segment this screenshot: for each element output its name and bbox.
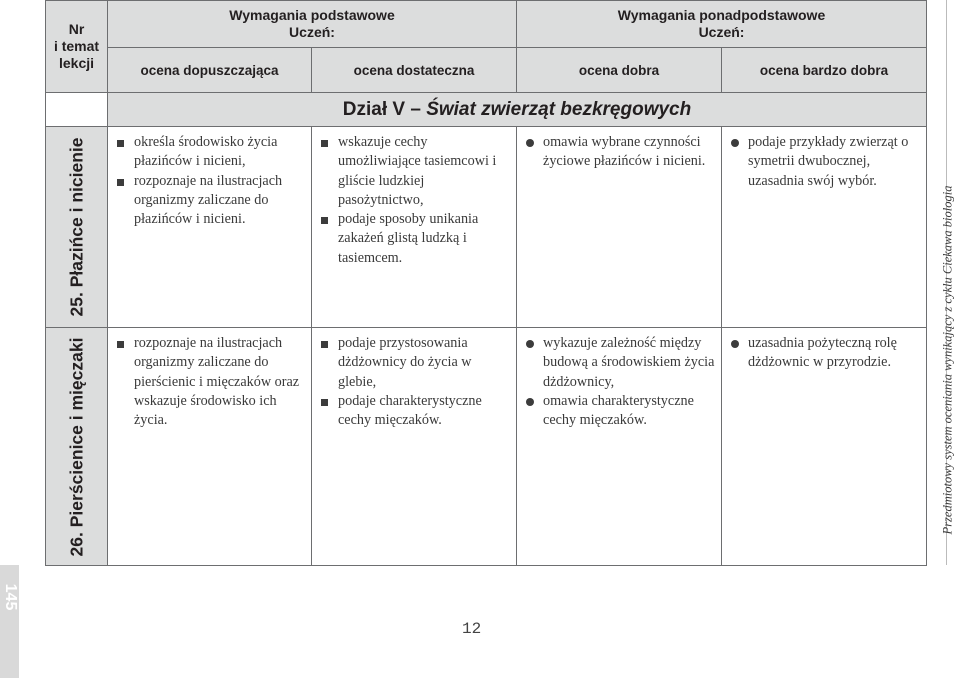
- section-prefix: Dział V –: [342, 98, 427, 120]
- nr-header: [46, 1, 108, 93]
- grade-header-3: ocena dobra: [517, 48, 722, 93]
- topic-26: [46, 328, 108, 566]
- list-item: podaje przykłady zwierząt o symetrii dwubocznej, uzasadnia swój wybór.: [728, 133, 920, 191]
- basic-requirements-header: [108, 1, 517, 48]
- row1-bardzo-dobra: [722, 127, 927, 328]
- nr-header-line2: i temat: [53, 38, 100, 54]
- section-title: [108, 93, 927, 127]
- list-item: określa środowisko życia płazińców i nicieni,: [114, 133, 305, 172]
- nr-header-line1: Nr: [68, 21, 85, 37]
- basic-title: Wymagania podstawowe: [229, 7, 395, 23]
- topic-label: 25. Płazińce i nicienie: [66, 137, 86, 317]
- page-number: 12: [462, 620, 482, 638]
- row2-dobra: [517, 328, 722, 566]
- advanced-subtitle: Uczeń:: [698, 24, 745, 40]
- row1-dostateczna: [312, 127, 517, 328]
- list-item: podaje sposoby unikania zakażeń glistą ludzką i tasiemcem.: [318, 210, 510, 268]
- basic-subtitle: Uczeń:: [289, 24, 335, 40]
- row1-dopuszczajaca: [108, 127, 312, 328]
- section-name: Świat zwierząt bezkręgowych: [426, 98, 692, 120]
- requirements-table: [45, 0, 927, 566]
- row2-bardzo-dobra: [722, 328, 927, 566]
- row1-dobra: [517, 127, 722, 328]
- page-tab-number: 145: [1, 583, 19, 611]
- section-spacer: [46, 93, 108, 127]
- list-item: rozpoznaje na ilustracjach organizmy zaliczane do płazińców i nicieni.: [114, 172, 305, 230]
- nr-header-line3: lekcji: [58, 55, 95, 71]
- grade-header-2: ocena dostateczna: [312, 48, 517, 93]
- list-item: podaje przystosowania dżdżownicy do życia w glebie,: [318, 334, 510, 392]
- row2-dopuszczajaca: [108, 328, 312, 566]
- advanced-requirements-header: [517, 1, 927, 48]
- list-item: omawia charakterystyczne cechy mięczaków.: [523, 392, 715, 431]
- side-note: Przedmiotowy system oceniania wynikający z cyklu Ciekawa biologia: [940, 185, 955, 535]
- page-tab: [0, 565, 19, 678]
- grade-header-1: ocena dopuszczająca: [108, 48, 312, 93]
- topic-label: 26. Pierścienice i mięczaki: [66, 337, 86, 556]
- list-item: wskazuje cechy umożliwiające tasiemcowi i gliście ludzkiej pasożytnictwo,: [318, 133, 510, 210]
- grade-header-4: ocena bardzo dobra: [722, 48, 927, 93]
- advanced-title: Wymagania ponadpodstawowe: [617, 7, 826, 23]
- list-item: wykazuje zależność między budową a środowiskiem życia dżdżownicy,: [523, 334, 715, 392]
- topic-25: [46, 127, 108, 328]
- list-item: omawia wybrane czynności życiowe płazińców i nicieni.: [523, 133, 715, 172]
- list-item: uzasadnia pożyteczną rolę dżdżownic w przyrodzie.: [728, 334, 920, 373]
- list-item: podaje charakterystyczne cechy mięczaków.: [318, 392, 510, 431]
- row2-dostateczna: [312, 328, 517, 566]
- list-item: rozpoznaje na ilustracjach organizmy zaliczane do pierścienic i mięczaków oraz wskazuje środowisko ich życia.: [114, 334, 305, 430]
